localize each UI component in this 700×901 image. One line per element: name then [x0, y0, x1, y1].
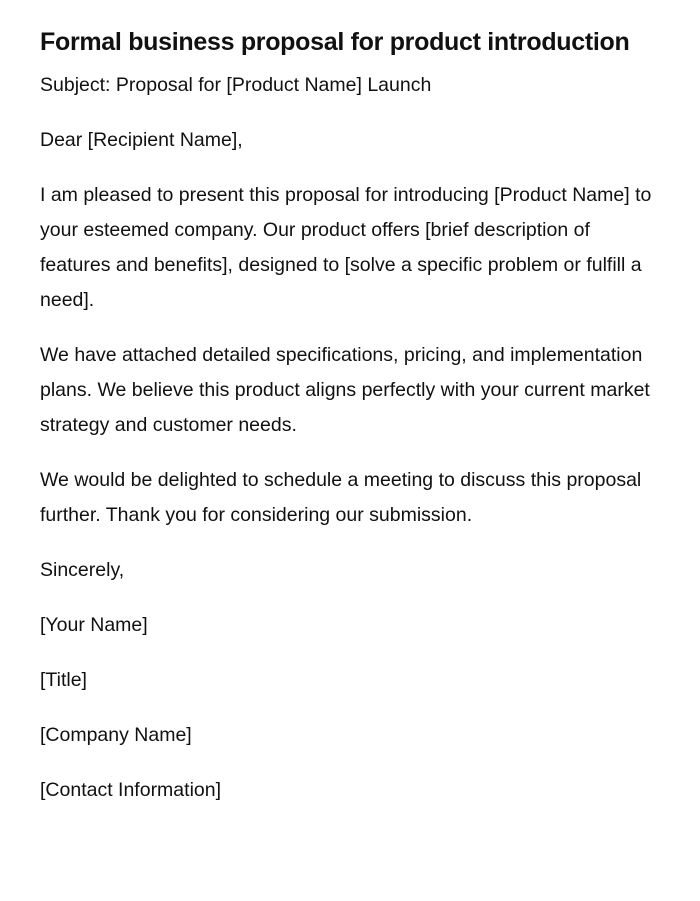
document-title: Formal business proposal for product introduction: [40, 28, 630, 56]
body-paragraph: We have attached detailed specifications, pricing, and implementation plans. We believe this product aligns perfectly with your current market strategy and customer needs.: [40, 344, 650, 436]
signature-contact: [Contact Information]: [40, 779, 222, 801]
body-paragraph: We would be delighted to schedule a meeting to discuss this proposal further. Thank you for considering our submission.: [40, 469, 642, 526]
signature-title: [Title]: [40, 669, 87, 691]
body-paragraph: I am pleased to present this proposal for introducing [Product Name] to your esteemed company. Our product offers [brief description of features and benefits], designed to [solve a specific problem or fulfill a need].: [40, 184, 652, 311]
subject-line: Subject: Proposal for [Product Name] Launch: [40, 74, 432, 96]
salutation: Dear [Recipient Name],: [40, 129, 243, 151]
signature-company: [Company Name]: [40, 724, 192, 746]
signature-name: [Your Name]: [40, 614, 148, 636]
closing: Sincerely,: [40, 559, 125, 581]
